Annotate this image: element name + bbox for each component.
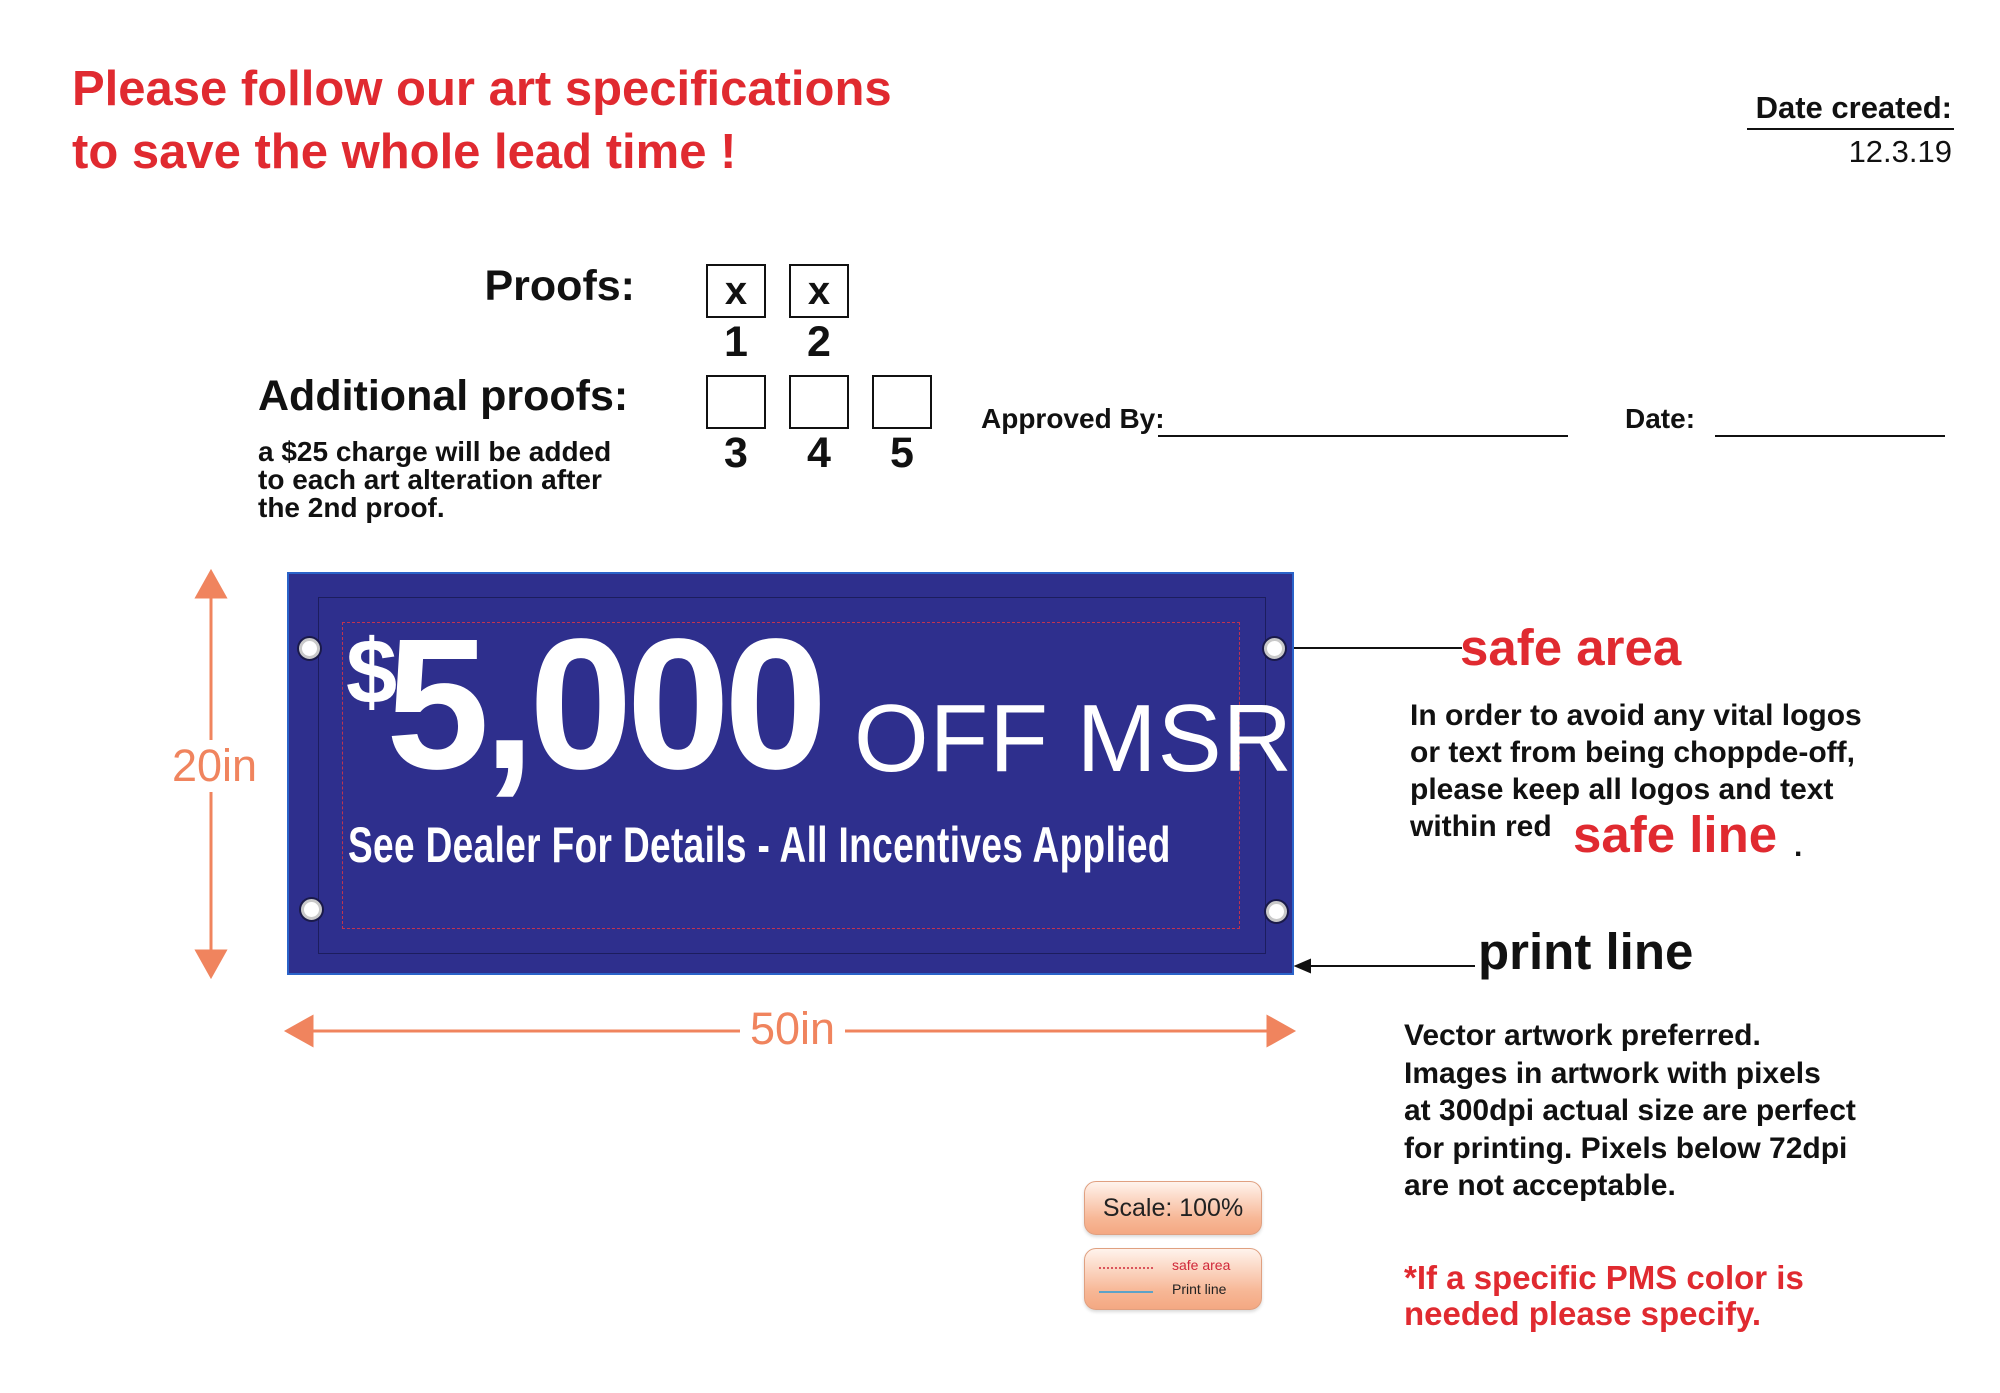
headline-line-2: to save the whole lead time ! — [72, 125, 737, 179]
proof-number-2: 2 — [807, 318, 831, 366]
charge-note-line: to each art alteration after — [258, 464, 602, 495]
additional-proofs-label: Additional proofs: — [258, 372, 629, 420]
safe-area-line: please keep all logos and text — [1410, 773, 1834, 806]
line-legend — [1084, 1248, 1262, 1310]
safe-area-legend-label: safe area — [1172, 1257, 1231, 1273]
vector-note-line: Images in artwork with pixels — [1404, 1056, 1821, 1090]
vector-artwork-note — [1404, 1017, 1924, 1205]
safe-area-line: or text from being choppde-off, — [1410, 736, 1855, 769]
approval-date-label: Date: — [1625, 403, 1696, 434]
width-dimension-label: 50in — [740, 1003, 845, 1055]
banner-amount: 5,000 — [386, 601, 822, 808]
height-arrow-bottom-head — [197, 951, 225, 976]
grommet-top-left — [299, 638, 320, 659]
proof-number-3: 3 — [724, 429, 748, 477]
safe-area-title: safe area — [1460, 619, 1682, 676]
banner-subtext: See Dealer For Details - All Incentives Applied — [348, 817, 1171, 873]
print-line-title: print line — [1478, 923, 1694, 980]
date-created-label: Date created: — [1755, 90, 1952, 125]
width-arrow-right-head — [1268, 1017, 1293, 1045]
height-dimension-label: 20in — [172, 740, 258, 791]
proof-number-4: 4 — [807, 429, 831, 477]
grommet-top-right — [1264, 638, 1285, 659]
proof-checkbox-2[interactable]: x — [789, 264, 849, 318]
pms-note-line: needed please specify. — [1404, 1295, 1762, 1332]
proof-number-5: 5 — [890, 429, 914, 477]
headline-line-1: Please follow our art specifications — [72, 62, 892, 116]
safe-area-line: within red — [1410, 810, 1552, 843]
grommet-bottom-left — [301, 899, 322, 920]
vector-note-line: Vector artwork preferred. — [1404, 1019, 1761, 1052]
proofs-label: Proofs: — [484, 262, 635, 310]
pms-note-line: *If a specific PMS color is — [1404, 1259, 1804, 1296]
banner-dollar-sign: $ — [346, 621, 398, 723]
vector-note-line: for printing. Pixels below 72dpi — [1404, 1131, 1848, 1165]
banner-off-msrp: OFF MSRP — [854, 685, 1358, 792]
pms-color-note — [1404, 1260, 1904, 1332]
print-line-legend-label: Print line — [1172, 1281, 1227, 1297]
proof-number-1: 1 — [724, 318, 748, 366]
approved-by-label: Approved By: — [981, 403, 1165, 434]
print-line-leader-head — [1296, 960, 1310, 972]
safe-line-period: . — [1794, 830, 1803, 863]
height-arrow-top-head — [197, 572, 225, 597]
date-created-value: 12.3.19 — [1848, 134, 1952, 169]
grommet-bottom-right — [1266, 901, 1287, 922]
charge-note-line: the 2nd proof. — [258, 492, 445, 523]
safe-line-emphasis: safe line — [1573, 806, 1778, 863]
vector-note-line: are not acceptable. — [1404, 1169, 1676, 1202]
scale-badge: Scale: 100% — [1084, 1181, 1262, 1235]
safe-area-line: In order to avoid any vital logos — [1410, 699, 1862, 732]
width-arrow-left-head — [287, 1017, 312, 1045]
vector-note-line: at 300dpi actual size are perfect — [1404, 1094, 1856, 1127]
proof-checkbox-1[interactable]: x — [706, 264, 766, 318]
legend-line-samples — [1099, 1265, 1159, 1295]
charge-note-line: a $25 charge will be added — [258, 436, 612, 467]
